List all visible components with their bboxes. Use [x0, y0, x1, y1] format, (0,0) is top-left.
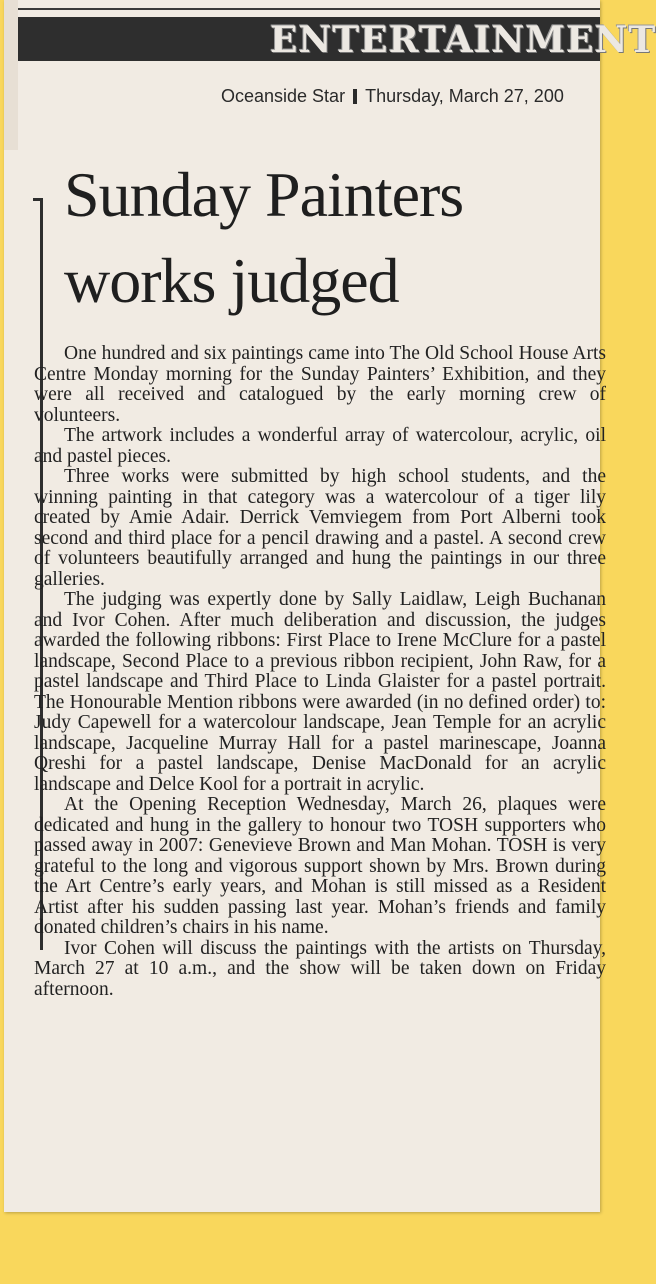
section-title: ENTERTAINMENT [270, 19, 656, 61]
article-paragraph: The judging was expertly done by Sally Laidlaw, Leigh Buchanan and Ivor Cohen. After much deliberation and discussion, the judges awarded the following ribbons: First Place to Irene McClure for a pastel landscape, Second Place to a previous ribbon recipient, John Raw, for a pastel landscape and Third Place to Linda Glaister for a pastel portrait. The Honourable Mention ribbons were awarded (in no defined order) to: Judy Capewell for a watercolour landscape, Jean Temple for an acrylic landscape, Jacqueline Murray Hall for a pastel marinescape, Joanna Qreshi for a pastel landscape, Denise MacDonald for an acrylic landscape and Delce Kool for a portrait in acrylic. [34, 589, 606, 795]
dateline-separator [353, 89, 357, 104]
section-banner [18, 17, 656, 61]
article-paragraph: At the Opening Reception Wednesday, March 26, plaques were dedicated and hung in the gallery to honour two TOSH supporters who passed away in 2007: Genevieve Brown and Man Mohan. TOSH is very grateful to the long and vigorous support shown by Mrs. Brown during the Art Centre’s early years, and Mohan is still missed as a Resident Artist after his sudden passing last year. Mohan’s friends and family donated children’s chairs in his name. [34, 794, 606, 938]
article-paragraph: Three works were submitted by high school students, and the winning painting in that category was a watercolour of a tiger lily created by Amie Adair. Derrick Vemviegem from Port Alberni took second and third place for a pencil drawing and a pastel. A second crew of volunteers beautifully arranged and hung the paintings in our three galleries. [34, 466, 606, 590]
publication-name: Oceanside Star [221, 86, 346, 106]
article-paragraph: The artwork includes a wonderful array of watercolour, acrylic, oil and pastel pieces. [34, 425, 606, 467]
top-rule [18, 8, 600, 10]
article-paragraph: One hundred and six paintings came into The Old School House Arts Centre Monday morning for the Sunday Painters’ Exhibition, and they were all received and catalogued by the early morning crew of volunteers. [34, 343, 606, 426]
article-paragraph: Ivor Cohen will discuss the paintings with the artists on Thursday, March 27 at 10 a.m., and the show will be taken down on Friday afternoon. [34, 937, 606, 1000]
headline-line-1: Sunday Painters [64, 159, 464, 230]
newspaper-clipping [4, 0, 656, 1212]
publication-date: Thursday, March 27, 200 [365, 86, 564, 106]
headline [64, 152, 463, 324]
adjacent-column-strip [4, 0, 18, 150]
article-body [34, 344, 606, 1000]
dateline [221, 86, 564, 107]
headline-line-2: works judged [64, 245, 399, 316]
